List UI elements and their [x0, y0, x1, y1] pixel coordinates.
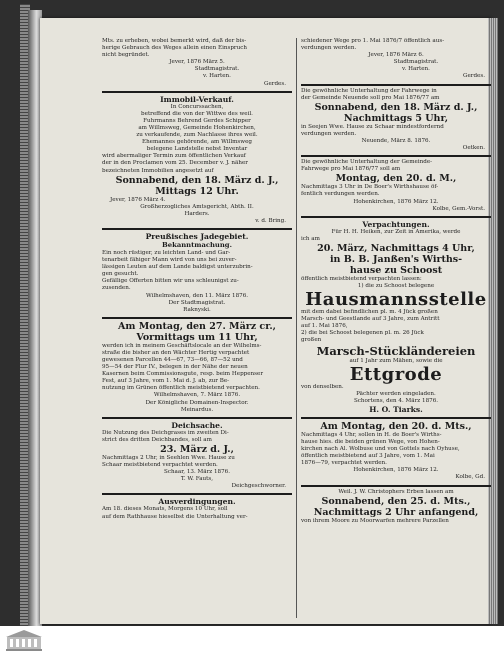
notice-signature: H. O. Tiarks.	[369, 404, 423, 414]
notice-text: Fest, auf 3 Jahre, vom 1. Mai d. J. ab, zur Be-	[102, 378, 230, 385]
notice-text: Nachmittags 3 Uhr in De Boer's Wirthshause öf-	[301, 184, 439, 191]
notice-time-bold: Mittags 12 Uhr.	[155, 185, 239, 197]
right-column	[301, 38, 491, 525]
notice-text: gewesenen Parcellen 44—67, 73—66, 87—52 und	[102, 357, 243, 363]
notice-signature: v. d. Bring.	[255, 217, 286, 224]
notice-text: auf 1. Mai 1876,	[301, 323, 348, 330]
notice-text: bezeichneten Immobilien angesetzt auf	[102, 167, 214, 174]
notice-text: 95—54 der Flur IV., belegen in der Nähe der neuen	[102, 364, 248, 371]
section-rule	[301, 485, 491, 487]
notice-date: Neuende, März 8. 1876.	[361, 137, 431, 144]
notice-text: herige Gebrauch des Weges allein einen Einspruch	[102, 45, 247, 52]
notice-text: lässigen Leuten auf dem Lande baldigst unterzubrin-	[102, 264, 253, 271]
notice-signature: Deichgeschworner.	[231, 483, 286, 490]
notice-signature: Stadtmagistrat.	[194, 66, 240, 73]
section-rule	[102, 493, 292, 495]
section-rule	[301, 216, 491, 218]
notice-text: Weil. J. W. Christophers Erben lassen am	[338, 488, 454, 495]
notice-text: Die gewöhnliche Unterhaltung der Gemeinde-	[301, 159, 433, 166]
notice-text: auf dem Rathhause hieselbst die Unterhaltung ver-	[102, 513, 248, 520]
notice-date-bold: Montag, den 20. d. M.,	[335, 173, 457, 185]
notice-place-bold: hause zu Schoost	[349, 264, 443, 276]
notice-display-title: Marsch-Stückländereien	[316, 343, 476, 358]
notice-date-bold: Sonnabend, den 18. März d. J.,	[314, 101, 478, 113]
notice-date: Wilhelmshaven, 7. März 1876.	[153, 392, 241, 399]
notice-signature: Großherzogliches Amtsgericht, Abth. II.	[140, 203, 254, 210]
notice-text: der Gemeinde Neuende soll pro Mai 1876/77 am	[301, 94, 440, 101]
notice-text: Marsch- und Geestlande auf 3 Jahre, zum Antritt	[301, 316, 440, 323]
notice-text: kirchen nach Al. Wolbuse und von Gottels nach Oyhuse,	[301, 446, 460, 453]
notice-text: Mts. zu erheben, wobei bemerkt wird, daß der bis-	[102, 38, 247, 44]
notice-text: von denselben.	[301, 383, 344, 390]
notice-date: Hohenkirchen, 1876 März 12.	[353, 467, 439, 474]
notice-display-title: Ettgrode	[349, 363, 443, 385]
notice-text: Die gewöhnliche Unterhaltung der Fahrwege in	[301, 87, 437, 94]
section-rule	[301, 417, 491, 419]
notice-signature: Gerdes.	[264, 80, 286, 87]
notice-date-bold: Sonnabend, den 18. März d. J.,	[115, 174, 279, 186]
section-rule	[102, 417, 292, 419]
notice-heading: Ausverdingungen.	[158, 497, 236, 507]
notice-signature: Der Stadtmagistrat.	[168, 299, 226, 306]
notice-text: straße die bisher an den Wächter Hertig verpachtet	[102, 349, 250, 356]
notice-signature: Der Königliche Domainen-Inspector.	[145, 399, 249, 406]
notice-date: Hohenkirchen, 1876 März 12.	[353, 198, 439, 205]
notice-time-bold: Nachmittags 2 Uhr anfangend,	[313, 506, 479, 518]
notice-text: Gefällige Offerten bitten wir uns schleunigst zu-	[102, 278, 239, 285]
notice-text: strict des dritten Deichbandes, soll am	[102, 436, 212, 443]
notice-text: gen gesucht.	[102, 271, 139, 278]
notice-text: Für H. H. Heiken, zur Zeit in Amerika, werde	[331, 228, 461, 235]
notice-text: am Willmsweg, Gemeinde Hohenkirchen,	[138, 124, 256, 131]
notice-heading: Am Montag, den 27. März cr.,	[118, 320, 276, 332]
notice-text: schiedener Wege pro 1. Mai 1876/7 öffentlich aus-	[301, 38, 445, 44]
notice-text: in Seejen Wwe. Hause zu Schaar mindestfordernd	[301, 123, 444, 130]
notice-date: Jever, 1876 März 6.	[368, 52, 424, 59]
notice-signature: v. Harten.	[402, 66, 430, 73]
notice-subheading: Bekanntmachung.	[162, 240, 232, 249]
notice-heading: Am Montag, den 20. d. Mts.,	[320, 420, 472, 432]
notice-text: öffentlich meistbietend verpachten lassen:	[301, 275, 422, 282]
notice-text: Die Nutzung des Deichgrases im zweiten Di-	[102, 429, 229, 436]
notice-signature: Harders.	[184, 210, 210, 217]
notice-date-bold: Sonnabend, den 25. d. Mts.,	[321, 495, 471, 507]
notice-text: Fuhrmanns Behrend Gerdes Schipper	[143, 117, 251, 124]
notice-date: Jever, 1876 März 4.	[110, 196, 166, 203]
notice-text: belegene Landstelle nebst Inventar	[146, 146, 248, 153]
notice-date: Schaar, 13. März 1876.	[163, 469, 230, 476]
notice-date-bold: 23. März d. J.,	[160, 443, 234, 455]
notice-date: Schortens, den 4. März 1876.	[353, 397, 439, 404]
notice-text: werden ich in meinem Geschäftslocale an der Wilhelms-	[102, 342, 262, 349]
notice-signature: Meinardus.	[180, 406, 214, 413]
notice-text: zu verkaufende, zum Nachlasse ihres weil.	[136, 132, 258, 139]
notice-signature: Oetken.	[462, 145, 485, 152]
notice-time-bold: Vormittags um 11 Uhr,	[136, 331, 258, 343]
notice-heading: Immobil-Verkauf.	[160, 94, 234, 104]
notice-signature: Kolbe, Gd.	[455, 474, 485, 481]
notice-text: Kasernen beim Commissionsgute, resp. beim Heppenser	[102, 371, 264, 378]
notice-text: Am 18. dieses Monats, Morgens 10 Uhr, soll	[102, 506, 228, 513]
section-rule	[102, 228, 292, 230]
footer-strip	[0, 626, 504, 654]
notice-text: Schaar meistbietend verpachtet werden.	[102, 462, 218, 469]
notice-text: Fahrwege pro Mai 1876/77 soll am	[301, 166, 401, 173]
section-rule	[102, 317, 292, 319]
notice-text: von ihrem Moore zu Moorwarfen mehrere Parzellen	[301, 517, 449, 524]
notice-text: auf 1 Jahr zum Mähen, sowie die	[349, 357, 443, 364]
notice-text: verdungen werden.	[301, 45, 357, 52]
notice-signature: v. Harten.	[203, 73, 231, 80]
notice-text: wird abermaliger Termin zum öffentlichen Verkauf	[102, 153, 246, 160]
notice-place-bold: in B. B. Janßen's Wirths-	[329, 253, 463, 265]
notice-signature: Stadtmagistrat.	[393, 59, 439, 66]
notice-signature: Raknyski.	[183, 306, 211, 313]
notice-text: Ein noch rüstiger, zu leichten Land- und Gar-	[102, 249, 231, 256]
notice-text: 2) die bei Schoost belegenen pl. m. 26 Jück	[301, 330, 424, 337]
notice-heading: Deichsache.	[171, 420, 223, 430]
notice-signature: T. W. Fauts,	[180, 476, 214, 483]
library-building-logo-icon	[4, 628, 44, 652]
notice-text: zusenden.	[102, 285, 131, 292]
notice-date-bold: 20. März, Nachmittags 4 Uhr,	[317, 242, 475, 254]
notice-text: verdungen werden.	[301, 130, 357, 137]
notice-signature: Gerdes.	[463, 73, 485, 80]
notice-text: öffentlich meistbietend auf 3 Jahre, vom 1. Mai	[301, 453, 435, 460]
section-rule	[301, 84, 491, 86]
notice-text: nutzung im Grünen öffentlich meistbietend verpachten.	[102, 385, 260, 392]
notice-text: fentlich verdungen werden.	[301, 191, 380, 198]
notice-text: tenarbeit fähiger Mann wird von uns bei zuver-	[102, 257, 237, 264]
notice-text: Nachmittags 4 Uhr, sollen in H. de Boer's Wirths-	[301, 431, 442, 438]
notice-text: mit dem dabei befindlichen pl. m. 4 Jück großen	[301, 309, 438, 316]
notice-text: der in den Proclamen vom 25. December v. J. näher	[102, 160, 248, 167]
notice-text: 1876—79, verpachtet werden.	[301, 460, 387, 467]
notice-text: In Concurssachen,	[170, 103, 224, 110]
notice-text: Nachmittags 2 Uhr, in Seehlen Wwe. Hause zu	[102, 454, 235, 461]
section-rule	[301, 155, 491, 157]
notice-text: Pächter werden eingeladen.	[356, 390, 436, 397]
notice-heading: Preußisches Jadegebiet.	[145, 231, 249, 241]
notice-text: hause hies. die beiden grünen Wege, von Hohen-	[301, 439, 440, 445]
notice-signature: Kolbe, Gem.-Vorst.	[432, 205, 485, 212]
notice-text: nicht begründet.	[102, 52, 150, 59]
notice-text: Ehemannes gehörende, am Willmsweg	[142, 139, 252, 146]
section-rule	[102, 91, 292, 93]
notice-text: betreffend die von der Wittwe des weil.	[141, 110, 253, 117]
notice-text: ich am	[301, 235, 320, 242]
notice-date: Jever, 1876 März 5.	[169, 59, 225, 66]
notice-date: Wilhelmshaven, den 11. März 1876.	[145, 292, 249, 299]
notice-display-title: Hausmannsstelle	[305, 289, 487, 311]
notice-heading: Verpachtungen.	[362, 219, 430, 229]
column-divider	[296, 38, 297, 618]
notice-time-bold: Nachmittags 5 Uhr,	[343, 112, 449, 124]
left-column	[102, 38, 292, 521]
notice-text: großen	[301, 337, 322, 344]
notice-text: 1) die zu Schoost belegene	[357, 282, 435, 289]
